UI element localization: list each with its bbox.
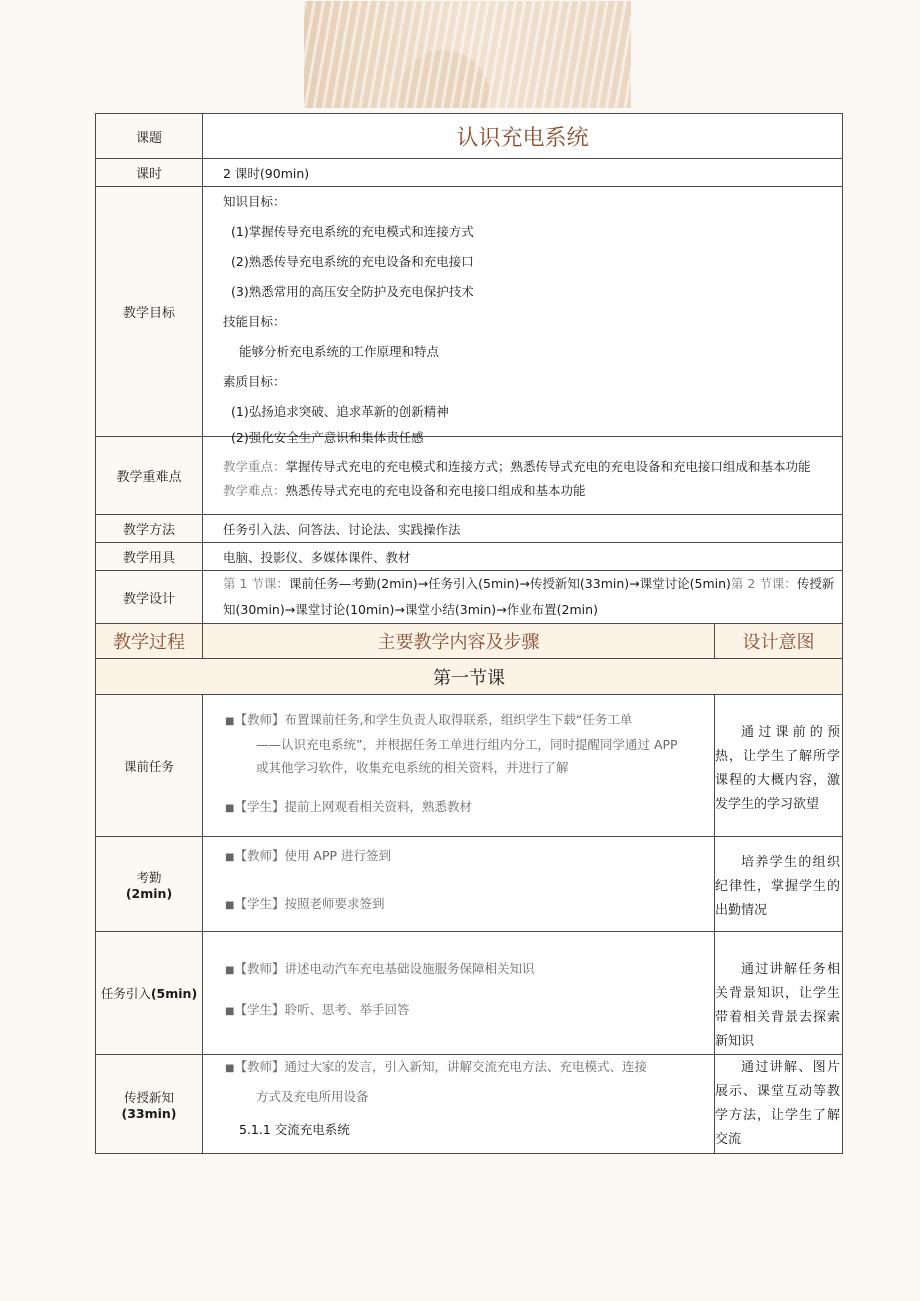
difficulty-text: 熟悉传导式充电的充电设备和充电接口组成和基本功能 [285, 482, 586, 498]
bullet-icon: ■ [225, 851, 235, 863]
goal-line: 素质目标： [223, 374, 286, 389]
step-content [203, 695, 715, 837]
focus-text: 掌握传导式充电的充电模式和连接方式；熟悉传导式充电的充电设备和充电接口组成和基本功能 [285, 458, 811, 474]
design-s1: 课前任务—考勤(2min)→任务引入(5min)→传授新知(33min)→课堂讨论(5min) [288, 576, 731, 591]
bullet-icon: ■ [225, 1006, 235, 1017]
hours-value: 2 课时(90min) [203, 159, 843, 187]
teacher-text-cont: ——认识充电系统”，并根据任务工单进行组内分工，同时提醒同学通过 APP [256, 736, 678, 752]
intent-text: 培养学生的组织纪律性，掌握学生的出勤情况 [715, 855, 841, 918]
bullet-icon: ■ [225, 1063, 235, 1074]
goal-line: 技能目标： [223, 314, 286, 329]
step-intent [715, 1055, 843, 1154]
step-intent [715, 837, 843, 932]
difficulty-tag: 教学难点： [223, 482, 286, 498]
step-duration: (5min) [150, 986, 198, 1001]
step-intent [715, 932, 843, 1055]
design-s1-tag: 第 1 节课： [223, 576, 289, 591]
goal-line: (1)弘扬追求突破、追求革新的创新精神 [231, 404, 449, 419]
step-name: 任务引入 [100, 986, 151, 1001]
section-title: 第一节课 [96, 659, 843, 695]
step-duration: (33min) [121, 1105, 177, 1121]
teacher-text-cont: 方式及充电所用设备 [256, 1089, 369, 1104]
design-s2-tag: 第 2 节课： [730, 576, 797, 591]
hours-label: 课时 [96, 159, 203, 187]
bullet-icon: ■ [225, 965, 235, 976]
step-intent [715, 695, 843, 837]
tools-label: 教学用具 [96, 543, 203, 571]
methods-label: 教学方法 [96, 515, 203, 543]
student-text: 【学生】提前上网观看相关资料，熟悉教材 [234, 798, 472, 814]
bullet-icon: ■ [225, 715, 235, 727]
goals-label: 教学目标 [96, 187, 203, 437]
teacher-text: 【教师】通过大家的发言，引入新知，讲解交流充电方法、充电模式、连接 [234, 1059, 647, 1074]
goal-line: (2)熟悉传导充电系统的充电设备和充电接口 [231, 254, 474, 269]
focus-tag: 教学重点： [223, 458, 286, 474]
step-name: 传授新知 [123, 1089, 174, 1105]
content-col-header: 主要教学内容及步骤 [203, 624, 715, 659]
intent-text: 通过讲解任务相关背景知识，让学生带着相关背景去探索新知识 [715, 962, 841, 1049]
key-points [203, 437, 843, 515]
step-name: 考勤 [136, 869, 162, 885]
subsection-title: 5.1.1 交流充电系统 [239, 1122, 350, 1137]
goal-line: 知识目标： [223, 194, 286, 209]
goals-list [203, 187, 842, 445]
intent-text: 通过讲解、图片展示、课堂互动等教学方法，让学生了解交流 [715, 1060, 841, 1147]
key-label: 教学重难点 [96, 437, 203, 515]
lesson-title: 认识充电系统 [203, 114, 843, 159]
step-duration: (2min) [125, 885, 173, 901]
design-label: 教学设计 [96, 571, 203, 624]
step-label [96, 695, 203, 837]
design-text [203, 571, 843, 624]
teacher-text: 【教师】讲述电动汽车充电基础设施服务保障相关知识 [234, 961, 535, 976]
design-s2: 传授新知(30min)→课堂讨论(10min)→课堂小结(3min)→作业布置(2min) [223, 576, 835, 617]
title-label: 课题 [96, 114, 203, 159]
tools-value: 电脑、投影仪、多媒体课件、教材 [203, 543, 843, 571]
intent-text: 通过课前的预热，让学生了解所学课程的大概内容，激发学生的学习欲望 [715, 725, 841, 812]
header-banner-image [304, 1, 631, 108]
step-label [96, 1055, 203, 1154]
teacher-text-cont: 或其他学习软件，收集充电系统的相关资料，并进行了解 [256, 759, 569, 775]
teacher-text: 【教师】使用 APP 进行签到 [234, 847, 392, 863]
student-text: 【学生】按照老师要求签到 [234, 895, 385, 911]
goal-line: (3)熟悉常用的高压安全防护及充电保护技术 [231, 284, 474, 299]
teacher-text: 【教师】布置课前任务,和学生负责人取得联系，组织学生下载“任务工单 [234, 711, 633, 727]
step-content [203, 837, 715, 932]
bullet-icon: ■ [225, 899, 235, 911]
step-label [96, 932, 203, 1055]
methods-value: 任务引入法、问答法、讨论法、实践操作法 [203, 515, 843, 543]
step-content [203, 1055, 715, 1154]
student-text: 【学生】聆听、思考、举手回答 [234, 1002, 410, 1017]
step-name: 课前任务 [123, 758, 174, 774]
step-content [203, 932, 715, 1055]
lesson-plan-table [95, 113, 843, 1154]
intent-col-header: 设计意图 [715, 624, 843, 659]
goal-line: (1)掌握传导充电系统的充电模式和连接方式 [231, 224, 474, 239]
process-col-header: 教学过程 [96, 624, 203, 659]
step-label [96, 837, 203, 932]
bullet-icon: ■ [225, 802, 235, 814]
goal-line: 能够分析充电系统的工作原理和特点 [239, 344, 440, 359]
goal-line: (2)强化安全生产意识和集体责任感 [231, 430, 424, 445]
